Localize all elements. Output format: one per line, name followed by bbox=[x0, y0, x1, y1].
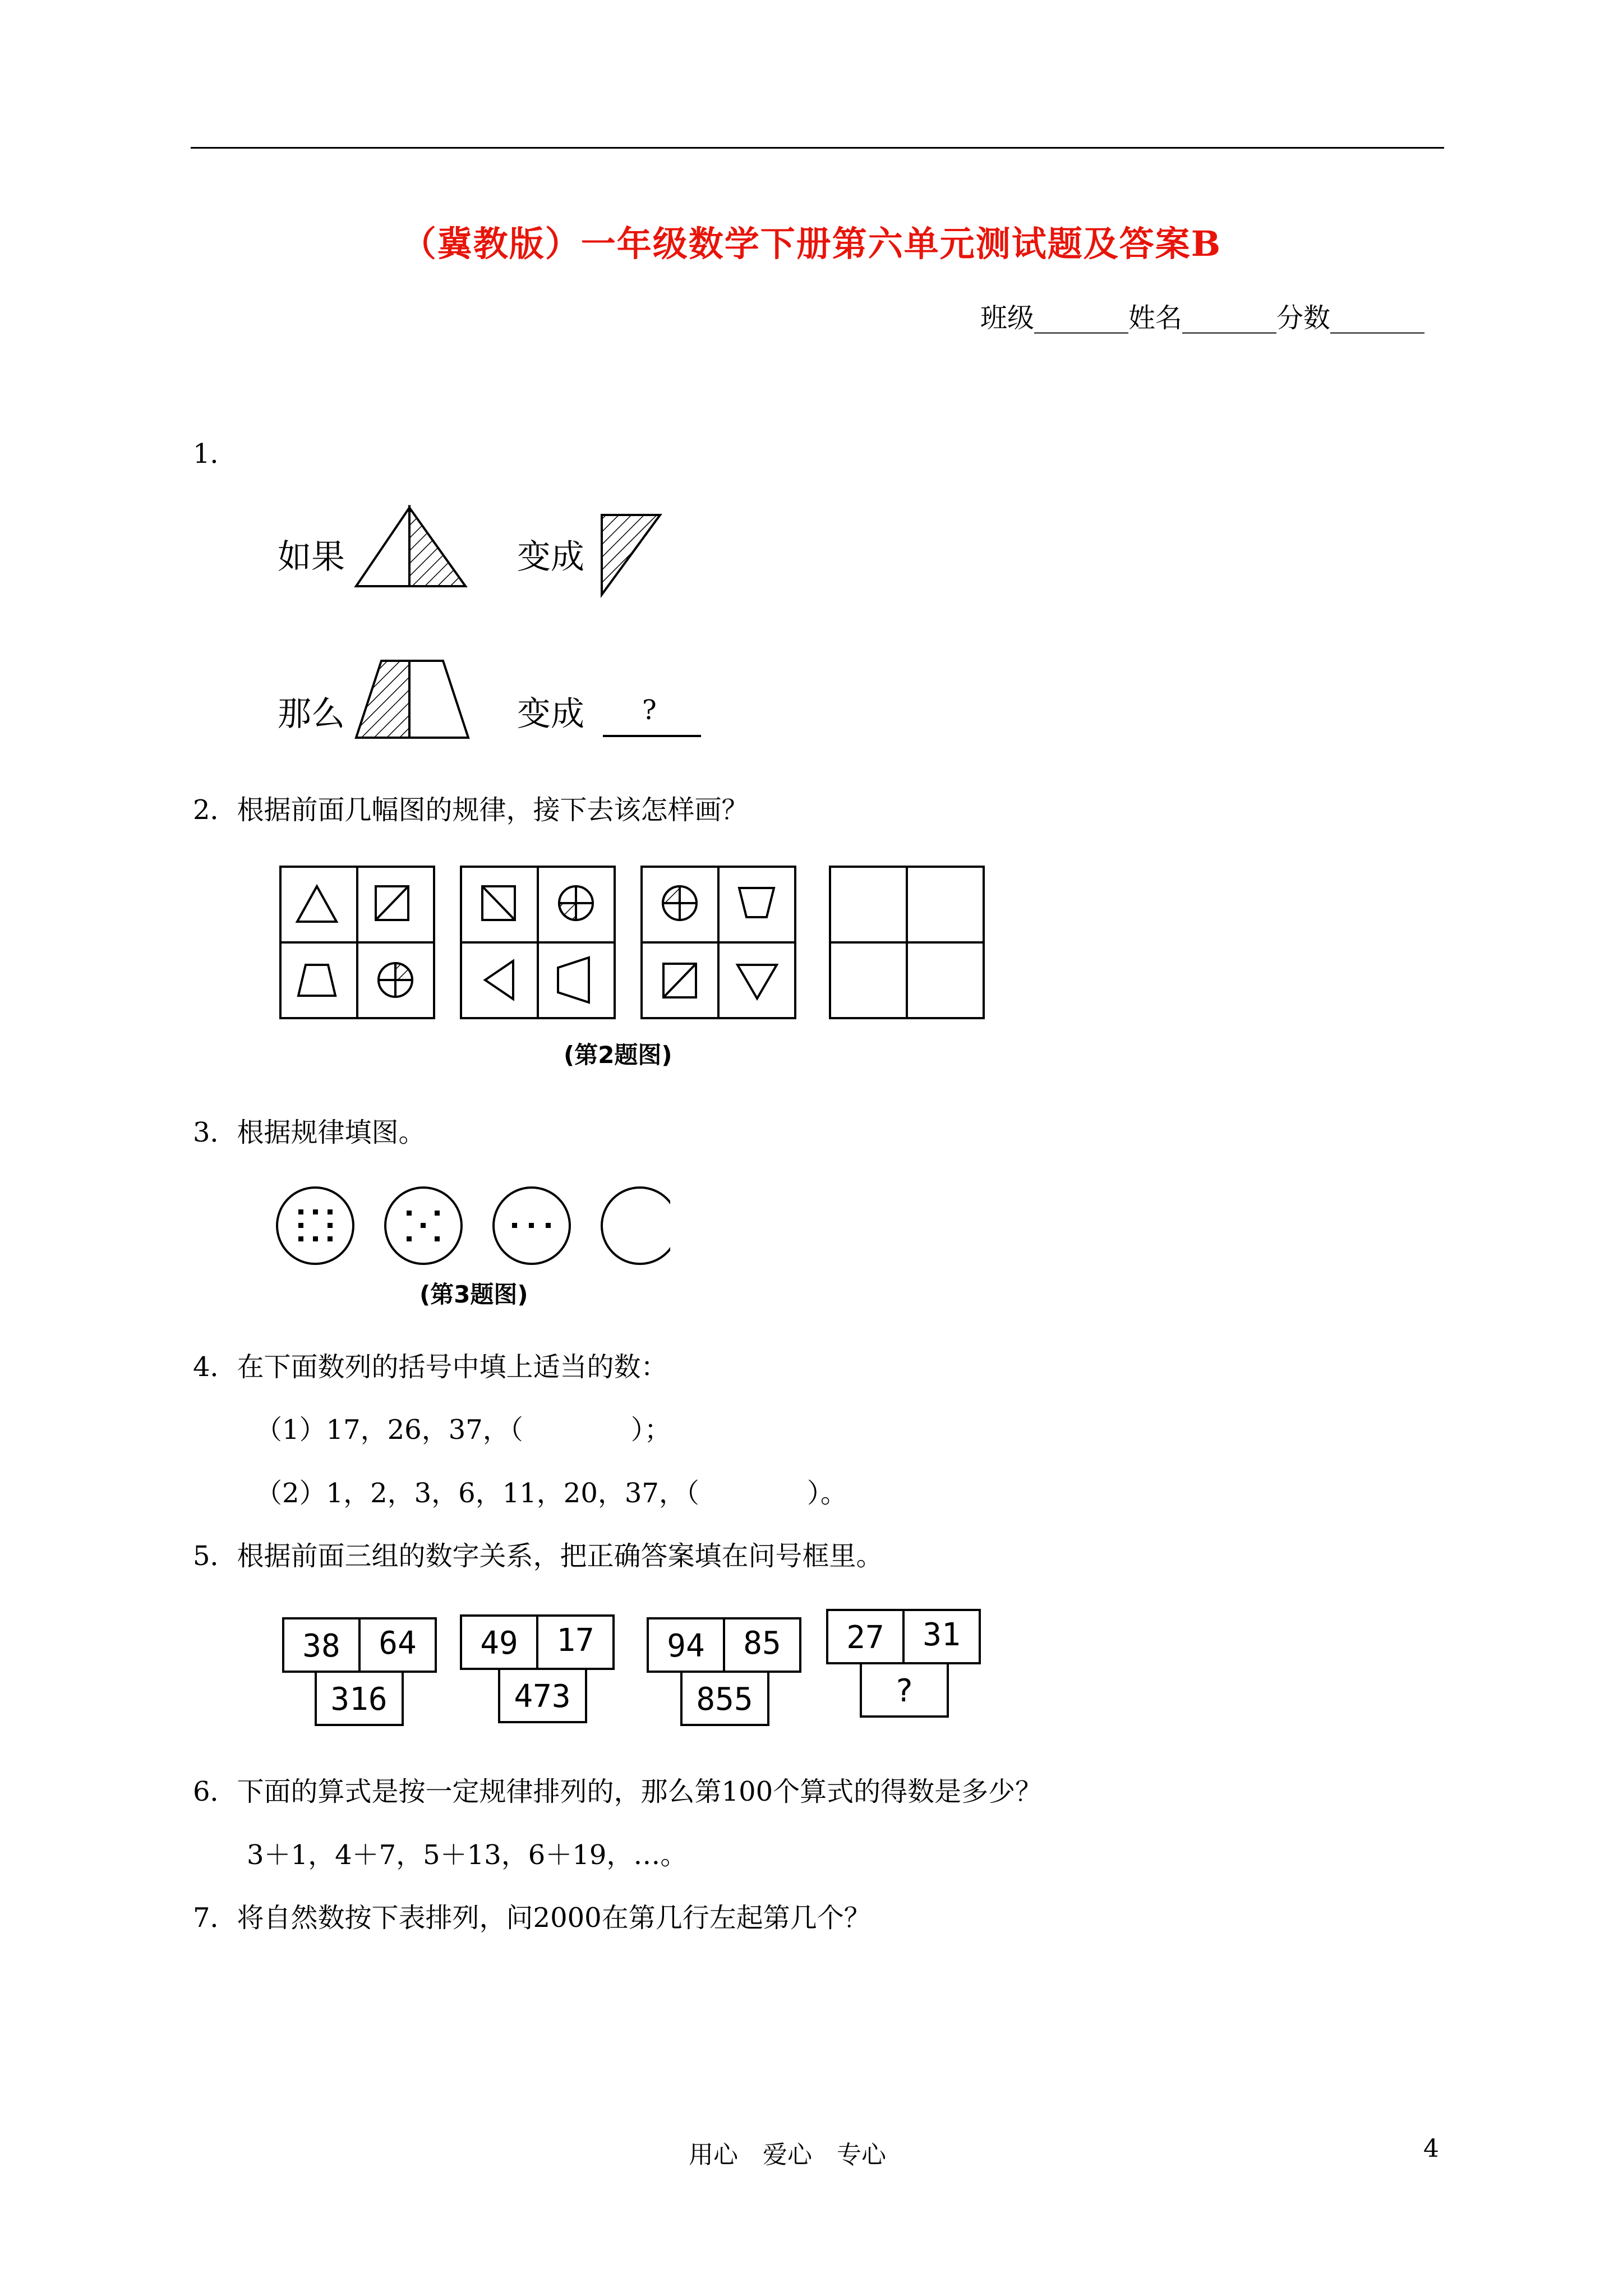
q5-g4-b: 31 bbox=[923, 1617, 961, 1653]
q4-text: 4．在下面数列的括号中填上适当的数： bbox=[193, 1351, 668, 1383]
page-number: 4 bbox=[1423, 2134, 1439, 2163]
q3-text: 3．根据规律填图。 bbox=[193, 1117, 426, 1148]
q4-line-1: （1）17，26，37，（ ）； bbox=[255, 1414, 671, 1446]
q2-box-3 bbox=[642, 867, 795, 1018]
q3-circles-figure bbox=[272, 1184, 670, 1268]
q5-g3-c: 855 bbox=[696, 1681, 753, 1718]
student-info-line bbox=[980, 296, 1424, 335]
q5-g4-c: ? bbox=[895, 1673, 914, 1709]
q5-g1-c: 316 bbox=[330, 1681, 388, 1718]
q6-text: 6．下面的算式是按一定规律排列的，那么第100个算式的得数是多少？ bbox=[193, 1776, 1043, 1807]
q1-half-triangle-figure bbox=[597, 510, 665, 600]
q6-sequence-line: 3＋1，4＋7，5＋13，6＋19，…。 bbox=[247, 1839, 688, 1871]
q5-g3-b: 85 bbox=[743, 1625, 781, 1662]
q1-if-label: 如果 bbox=[278, 537, 345, 577]
q1-becomes-label-2: 变成 bbox=[517, 694, 584, 734]
q2-figure-caption: (第2题图) bbox=[564, 1041, 672, 1069]
q5-g3-a: 94 bbox=[667, 1628, 705, 1664]
q5-text: 5．根据前面三组的数字关系，把正确答案填在问号框里。 bbox=[193, 1540, 883, 1572]
name-label: 姓名 bbox=[1128, 302, 1182, 334]
page-title: （冀教版）一年级数学下册第六单元测试题及答案B bbox=[401, 223, 1222, 264]
q2-box-2 bbox=[461, 867, 615, 1018]
q5-g1-a: 38 bbox=[302, 1628, 340, 1664]
q1-number: 1． bbox=[193, 438, 237, 470]
q1-then-label: 那么 bbox=[278, 694, 345, 734]
q2-pattern-figure bbox=[275, 861, 993, 1024]
q1-trapezoid-figure bbox=[353, 656, 474, 740]
q1-becomes-label: 变成 bbox=[517, 537, 584, 577]
q7-text: 7．将自然数按下表排列，问2000在第几行左起第几个？ bbox=[193, 1902, 871, 1934]
q1-question-mark: ? bbox=[642, 694, 657, 726]
q2-text: 2．根据前面几幅图的规律，接下去该怎样画？ bbox=[193, 794, 749, 826]
q4-line-2: （2）1，2，3，6，11，20，37，（ ）。 bbox=[255, 1478, 847, 1509]
q1-triangle-figure bbox=[353, 505, 471, 589]
score-label: 分数 bbox=[1276, 302, 1330, 334]
class-label: 班级 bbox=[980, 302, 1034, 334]
q5-g2-c: 473 bbox=[514, 1678, 571, 1715]
header-rule bbox=[191, 147, 1444, 149]
q5-g4-a: 27 bbox=[846, 1619, 884, 1656]
q2-box-1 bbox=[280, 867, 434, 1018]
score-blank: _______ bbox=[1330, 302, 1424, 334]
name-blank: _______ bbox=[1182, 302, 1276, 334]
q5-g2-a: 49 bbox=[480, 1625, 518, 1662]
footer-slogan: 用心 爱心 专心 bbox=[689, 2141, 886, 2169]
q5-g1-b: 64 bbox=[379, 1625, 417, 1662]
q1-answer-line bbox=[603, 735, 701, 737]
q3-figure-caption: (第3题图) bbox=[419, 1281, 528, 1308]
q2-box-answer bbox=[830, 867, 984, 1018]
q5-g2-b: 17 bbox=[556, 1622, 594, 1659]
q5-number-boxes-figure bbox=[280, 1604, 993, 1733]
class-blank: _______ bbox=[1034, 302, 1128, 334]
